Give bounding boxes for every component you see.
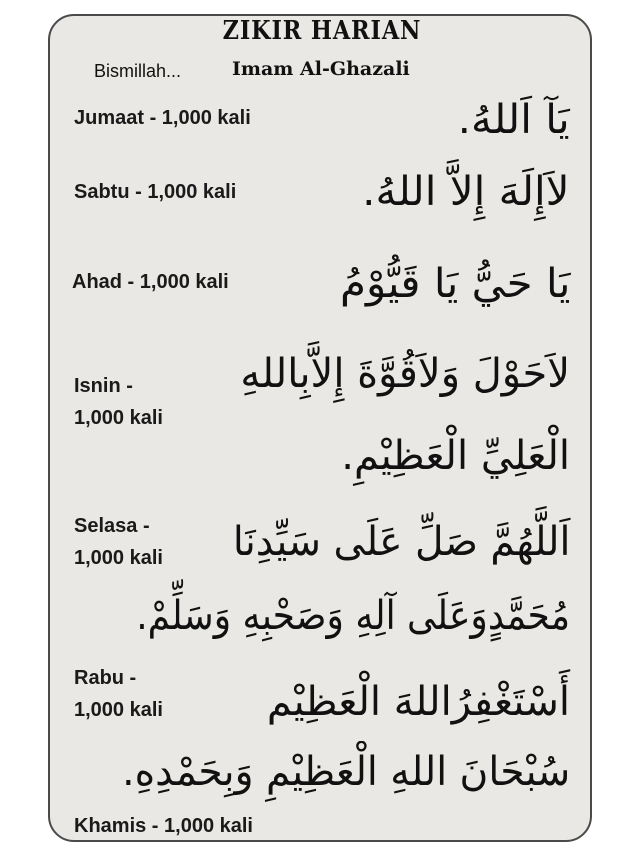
arabic-zikir-isnin-line-1: لاَحَوْلَ وَلاَقُوَّةَ إِلاَّبِاللهِ [240,351,570,397]
page-title: ZIKIR HARIAN [222,16,422,46]
arabic-zikir-sabtu: لاَإِلَهَ إِلاَّ اللهُ. [362,169,570,215]
day-count-selasa: 1,000 kali [74,547,163,569]
arabic-zikir-rabu-line-1: أَسْتَغْفِرُاللهَ الْعَظِيْم [266,679,570,725]
arabic-zikir-isnin-line-2: الْعَلِيِّ الْعَظِيْمِ. [341,433,570,479]
day-label-jumaat: Jumaat - 1,000 kali [74,107,251,129]
arabic-zikir-jumaat: يَآ اَللهُ. [457,97,570,143]
day-count-rabu: 1,000 kali [74,699,163,721]
arabic-zikir-ahad: يَا حَيُّ يَا قَيُّوْمُ [339,261,570,307]
day-label-sabtu: Sabtu - 1,000 kali [74,181,237,203]
bismillah-text: Bismillah... [94,61,182,81]
arabic-zikir-selasa-line-2: مُحَمَّدٍوَعَلَى آلِهِ وَصَحْبِهِ وَسَلِّمْ. [136,593,570,639]
arabic-zikir-rabu-line-2: سُبْحَانَ اللهِ الْعَظِيْمِ وَبِحَمْدِهِ. [121,749,570,795]
day-label-selasa: Selasa - [74,515,150,537]
zikir-card [48,14,592,842]
day-label-khamis: Khamis - 1,000 kali [74,815,253,837]
arabic-zikir-selasa-line-1: اَللَّهُمَّ صَلِّ عَلَى سَيِّدِنَا [232,519,570,565]
day-label-ahad: Ahad - 1,000 kali [72,271,229,293]
day-count-isnin: 1,000 kali [74,407,163,429]
day-label-isnin: Isnin - [74,375,133,397]
day-label-rabu: Rabu - [74,667,137,689]
author-name: Imam Al-Ghazali [232,58,410,80]
